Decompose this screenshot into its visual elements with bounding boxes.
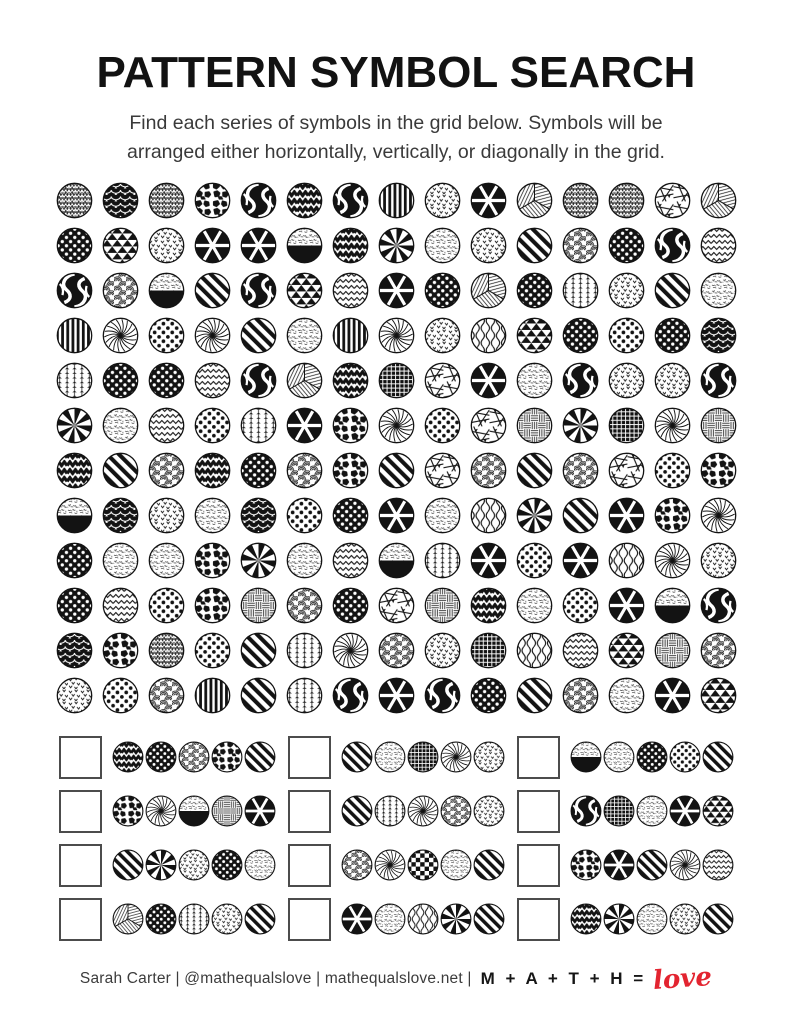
symbol-stripesDiag xyxy=(516,677,553,714)
symbol-barsVertical xyxy=(378,182,415,219)
symbol-stripesDiag xyxy=(240,317,277,354)
symbol-swirl xyxy=(654,227,691,264)
symbol-sticks xyxy=(470,407,507,444)
symbol-giraffe xyxy=(194,182,231,219)
symbol-dotsWhite xyxy=(145,903,177,935)
symbol-ticks xyxy=(608,272,645,309)
clue-symbols xyxy=(570,849,734,881)
symbol-dotsWhite xyxy=(608,227,645,264)
clue-checkbox[interactable] xyxy=(517,736,560,779)
clue-symbols xyxy=(341,795,505,827)
symbol-dotsBlack xyxy=(148,317,185,354)
symbol-ticks xyxy=(148,227,185,264)
symbol-swirl xyxy=(240,272,277,309)
symbol-swirl xyxy=(570,795,602,827)
symbol-arcs xyxy=(562,452,599,489)
symbol-swirl xyxy=(700,362,737,399)
symbol-triStar xyxy=(470,542,507,579)
symbol-sunburst xyxy=(145,849,177,881)
symbol-stripesDiag xyxy=(102,452,139,489)
footer xyxy=(0,961,792,996)
symbol-noise xyxy=(102,407,139,444)
symbol-dotsBlack xyxy=(669,741,701,773)
symbol-halfBlack xyxy=(286,227,323,264)
symbol-arcs xyxy=(102,272,139,309)
symbol-halfBlack xyxy=(178,795,210,827)
page-title: PATTERN SYMBOL SEARCH xyxy=(96,48,696,97)
symbol-arcs xyxy=(148,452,185,489)
symbol-sticks xyxy=(608,452,645,489)
symbol-dotsWhite xyxy=(332,587,369,624)
symbol-ticks xyxy=(470,227,507,264)
symbol-giraffe xyxy=(332,407,369,444)
symbol-chevronBold xyxy=(332,227,369,264)
symbol-triStar xyxy=(378,677,415,714)
instructions-line-1: Find each series of symbols in the grid below. Symbols will be xyxy=(129,112,663,135)
clue-symbols xyxy=(112,849,276,881)
symbol-scales xyxy=(56,632,93,669)
symbol-waves xyxy=(470,317,507,354)
symbol-plaid xyxy=(700,407,737,444)
symbol-sticks xyxy=(424,452,461,489)
symbol-noise xyxy=(516,362,553,399)
symbol-triStar xyxy=(341,903,373,935)
symbol-giraffe xyxy=(112,795,144,827)
symbol-giraffe xyxy=(654,497,691,534)
symbol-chevronOutline xyxy=(148,407,185,444)
clue-symbols xyxy=(570,741,734,773)
symbol-swirl xyxy=(332,182,369,219)
clue-row xyxy=(517,843,734,888)
symbol-ticks xyxy=(700,542,737,579)
symbol-swirl xyxy=(56,272,93,309)
symbol-sunburst xyxy=(240,542,277,579)
symbol-arcs xyxy=(341,849,373,881)
symbol-dotsWhite xyxy=(332,497,369,534)
symbol-chevronOutline xyxy=(702,849,734,881)
symbol-triRows xyxy=(608,632,645,669)
clue-symbols xyxy=(570,903,734,935)
symbol-noise xyxy=(244,849,276,881)
symbol-pieLines xyxy=(112,903,144,935)
symbol-vine xyxy=(424,542,461,579)
symbol-grid xyxy=(51,178,741,718)
symbol-dotsWhite xyxy=(240,452,277,489)
symbol-waves xyxy=(470,497,507,534)
symbol-dotsBlack xyxy=(654,452,691,489)
symbol-arcs xyxy=(470,452,507,489)
clue-row xyxy=(59,843,276,888)
clue-checkbox[interactable] xyxy=(517,790,560,833)
symbol-triStar xyxy=(470,182,507,219)
clue-checkbox[interactable] xyxy=(288,790,331,833)
clue-row xyxy=(59,789,276,834)
symbol-triStar xyxy=(378,497,415,534)
symbol-stripesDiag xyxy=(341,795,373,827)
symbol-noise xyxy=(700,272,737,309)
symbol-giraffe xyxy=(211,741,243,773)
symbol-stripesDiag xyxy=(654,272,691,309)
symbol-ticks xyxy=(654,362,691,399)
symbol-pinwheel xyxy=(378,407,415,444)
symbol-barsVertical xyxy=(56,317,93,354)
symbol-dotsBlack xyxy=(516,542,553,579)
clue-checkbox[interactable] xyxy=(517,898,560,941)
symbol-triRows xyxy=(516,317,553,354)
symbol-gridDense xyxy=(608,407,645,444)
symbol-chevronOutline xyxy=(700,227,737,264)
symbol-noise xyxy=(516,587,553,624)
symbol-honeycomb xyxy=(562,182,599,219)
clue-symbols xyxy=(112,741,276,773)
symbol-chevronBold xyxy=(56,452,93,489)
symbol-gridDense xyxy=(407,741,439,773)
symbol-ticks xyxy=(211,903,243,935)
symbol-waves xyxy=(516,632,553,669)
symbol-triRows xyxy=(700,677,737,714)
clue-row xyxy=(59,897,276,942)
symbol-stripesDiag xyxy=(473,849,505,881)
symbol-stripesDiag xyxy=(240,677,277,714)
symbol-giraffe xyxy=(194,542,231,579)
symbol-pinwheel xyxy=(654,542,691,579)
symbol-dotsBlack xyxy=(194,632,231,669)
clue-row xyxy=(288,735,505,780)
symbol-ticks xyxy=(424,317,461,354)
symbol-pinwheel xyxy=(102,317,139,354)
symbol-dotsWhite xyxy=(148,362,185,399)
symbol-scales xyxy=(102,497,139,534)
symbol-noise xyxy=(286,542,323,579)
symbol-ticks xyxy=(608,362,645,399)
symbol-triStar xyxy=(669,795,701,827)
symbol-noise xyxy=(424,497,461,534)
clue-checkbox[interactable] xyxy=(288,898,331,941)
symbol-stripesDiag xyxy=(244,741,276,773)
symbol-stripesDiag xyxy=(378,452,415,489)
symbol-triStar xyxy=(240,227,277,264)
symbol-ticks xyxy=(669,903,701,935)
symbol-noise xyxy=(424,227,461,264)
symbol-dotsWhite xyxy=(636,741,668,773)
symbol-dotsWhite xyxy=(102,362,139,399)
symbol-sunburst xyxy=(562,407,599,444)
instructions xyxy=(0,109,792,168)
footer-love-script: love xyxy=(652,961,714,996)
symbol-dotsWhite xyxy=(211,849,243,881)
symbol-chevronOutline xyxy=(332,272,369,309)
symbol-stripesDiag xyxy=(112,849,144,881)
symbol-triStar xyxy=(470,362,507,399)
symbol-stripesDiag xyxy=(516,227,553,264)
clue-column xyxy=(59,735,276,942)
clue-row xyxy=(517,735,734,780)
clue-symbols xyxy=(341,849,505,881)
symbol-plaid xyxy=(211,795,243,827)
symbol-ticks xyxy=(148,497,185,534)
symbol-triStar xyxy=(608,587,645,624)
clue-symbols xyxy=(341,741,505,773)
symbol-pieLines xyxy=(286,362,323,399)
symbol-arcs xyxy=(700,632,737,669)
symbol-triStar xyxy=(562,542,599,579)
symbol-arcs xyxy=(562,227,599,264)
symbol-sticks xyxy=(654,182,691,219)
symbol-pieLines xyxy=(516,182,553,219)
symbol-arcs xyxy=(286,587,323,624)
symbol-giraffe xyxy=(332,452,369,489)
symbol-pinwheel xyxy=(440,741,472,773)
symbol-vine xyxy=(178,903,210,935)
clue-symbols xyxy=(112,795,276,827)
symbol-swirl xyxy=(700,587,737,624)
symbol-sticks xyxy=(424,362,461,399)
symbol-halfBlack xyxy=(148,272,185,309)
symbol-gridDense xyxy=(378,362,415,399)
symbol-pinwheel xyxy=(669,849,701,881)
symbol-honeycomb xyxy=(148,182,185,219)
symbol-triStar xyxy=(603,849,635,881)
symbol-sunburst xyxy=(516,497,553,534)
symbol-dotsWhite xyxy=(56,542,93,579)
symbol-plaid xyxy=(516,407,553,444)
symbol-vine xyxy=(240,407,277,444)
symbol-pinwheel xyxy=(145,795,177,827)
clue-checkbox[interactable] xyxy=(59,844,102,887)
symbol-swirl xyxy=(240,182,277,219)
symbol-stripesDiag xyxy=(473,903,505,935)
symbol-halfBlack xyxy=(570,741,602,773)
symbol-halfBlack xyxy=(56,497,93,534)
symbol-stripesDiag xyxy=(636,849,668,881)
symbol-pinwheel xyxy=(700,497,737,534)
symbol-pinwheel xyxy=(332,632,369,669)
symbol-dotsWhite xyxy=(145,741,177,773)
symbol-ticks xyxy=(424,632,461,669)
symbol-triStar xyxy=(654,677,691,714)
symbol-ticks xyxy=(473,741,505,773)
symbol-chevronBold xyxy=(194,452,231,489)
symbol-noise xyxy=(636,903,668,935)
symbol-vine xyxy=(562,272,599,309)
clue-column xyxy=(517,735,734,942)
clue-list xyxy=(0,735,792,942)
symbol-noise xyxy=(440,849,472,881)
symbol-stripesDiag xyxy=(516,452,553,489)
symbol-giraffe xyxy=(194,587,231,624)
symbol-gridDense xyxy=(470,632,507,669)
symbol-barsVertical xyxy=(194,677,231,714)
clue-row xyxy=(288,789,505,834)
footer-equation: M + A + T + H = xyxy=(480,968,647,988)
symbol-triStar xyxy=(286,407,323,444)
symbol-noise xyxy=(636,795,668,827)
clue-row xyxy=(288,897,505,942)
symbol-stripesDiag xyxy=(702,903,734,935)
symbol-giraffe xyxy=(700,452,737,489)
symbol-pieLines xyxy=(700,182,737,219)
symbol-triRows xyxy=(702,795,734,827)
symbol-dotsWhite xyxy=(424,272,461,309)
symbol-stripesDiag xyxy=(341,741,373,773)
symbol-chevronOutline xyxy=(332,542,369,579)
symbol-arcs xyxy=(378,632,415,669)
symbol-giraffe xyxy=(570,849,602,881)
clue-row xyxy=(517,897,734,942)
symbol-sticks xyxy=(378,587,415,624)
symbol-chevronOutline xyxy=(102,587,139,624)
symbol-dotsBlack xyxy=(194,407,231,444)
symbol-dotsWhite xyxy=(654,317,691,354)
symbol-stripesDiag xyxy=(562,497,599,534)
clue-symbols xyxy=(570,795,734,827)
symbol-waves xyxy=(407,903,439,935)
clue-checkbox[interactable] xyxy=(517,844,560,887)
symbol-pinwheel xyxy=(378,317,415,354)
symbol-checker xyxy=(407,849,439,881)
symbol-barsVertical xyxy=(332,317,369,354)
symbol-halfBlack xyxy=(378,542,415,579)
symbol-chevronBold xyxy=(286,182,323,219)
symbol-dotsWhite xyxy=(56,227,93,264)
symbol-ticks xyxy=(56,677,93,714)
symbol-chevronBold xyxy=(570,903,602,935)
symbol-chevronOutline xyxy=(194,362,231,399)
clue-row xyxy=(288,843,505,888)
symbol-dotsBlack xyxy=(424,407,461,444)
clue-checkbox[interactable] xyxy=(59,790,102,833)
clue-checkbox[interactable] xyxy=(59,736,102,779)
clue-symbols xyxy=(112,903,276,935)
clue-checkbox[interactable] xyxy=(288,844,331,887)
symbol-dotsWhite xyxy=(56,587,93,624)
symbol-scales xyxy=(102,182,139,219)
symbol-dotsWhite xyxy=(470,677,507,714)
symbol-noise xyxy=(194,497,231,534)
symbol-triRows xyxy=(286,272,323,309)
symbol-plaid xyxy=(654,632,691,669)
symbol-dotsBlack xyxy=(102,677,139,714)
symbol-swirl xyxy=(332,677,369,714)
clue-column xyxy=(288,735,505,942)
symbol-triStar xyxy=(608,497,645,534)
symbol-sunburst xyxy=(378,227,415,264)
symbol-plaid xyxy=(240,587,277,624)
symbol-noise xyxy=(102,542,139,579)
symbol-sunburst xyxy=(56,407,93,444)
symbol-noise xyxy=(374,903,406,935)
clue-checkbox[interactable] xyxy=(59,898,102,941)
symbol-vine xyxy=(56,362,93,399)
symbol-chevronBold xyxy=(332,362,369,399)
symbol-stripesDiag xyxy=(244,903,276,935)
symbol-waves xyxy=(608,542,645,579)
symbol-vine xyxy=(374,795,406,827)
clue-row xyxy=(517,789,734,834)
symbol-chevronBold xyxy=(470,587,507,624)
symbol-pinwheel xyxy=(654,407,691,444)
symbol-ticks xyxy=(178,849,210,881)
symbol-scales xyxy=(240,497,277,534)
symbol-plaid xyxy=(424,587,461,624)
symbol-gridDense xyxy=(603,795,635,827)
symbol-chevronBold xyxy=(112,741,144,773)
symbol-noise xyxy=(374,741,406,773)
clue-row xyxy=(59,735,276,780)
symbol-arcs xyxy=(286,452,323,489)
symbol-triStar xyxy=(244,795,276,827)
symbol-dotsWhite xyxy=(562,317,599,354)
symbol-arcs xyxy=(148,677,185,714)
symbol-stripesDiag xyxy=(240,632,277,669)
symbol-ticks xyxy=(473,795,505,827)
symbol-stripesDiag xyxy=(194,272,231,309)
symbol-pinwheel xyxy=(194,317,231,354)
symbol-vine xyxy=(286,632,323,669)
symbol-honeycomb xyxy=(56,182,93,219)
symbol-stripesDiag xyxy=(702,741,734,773)
clue-symbols xyxy=(341,903,505,935)
symbol-dotsBlack xyxy=(608,317,645,354)
symbol-vine xyxy=(286,677,323,714)
footer-credit: Sarah Carter | @mathequalslove | mathequalslove.net | xyxy=(79,969,472,987)
symbol-noise xyxy=(603,741,635,773)
symbol-honeycomb xyxy=(148,632,185,669)
symbol-dotsWhite xyxy=(516,272,553,309)
symbol-swirl xyxy=(424,677,461,714)
instructions-line-2: arranged either horizontally, vertically, or diagonally in the grid. xyxy=(127,141,665,164)
symbol-honeycomb xyxy=(608,182,645,219)
symbol-arcs xyxy=(440,795,472,827)
symbol-noise xyxy=(286,317,323,354)
symbol-sunburst xyxy=(440,903,472,935)
symbol-scales xyxy=(700,317,737,354)
symbol-sunburst xyxy=(603,903,635,935)
symbol-dotsBlack xyxy=(562,587,599,624)
symbol-halfBlack xyxy=(654,587,691,624)
symbol-swirl xyxy=(240,362,277,399)
symbol-ticks xyxy=(424,182,461,219)
symbol-triStar xyxy=(194,227,231,264)
symbol-noise xyxy=(608,677,645,714)
symbol-dotsBlack xyxy=(286,497,323,534)
symbol-triRows xyxy=(102,227,139,264)
symbol-arcs xyxy=(562,677,599,714)
symbol-pinwheel xyxy=(374,849,406,881)
symbol-pieLines xyxy=(470,272,507,309)
clue-checkbox[interactable] xyxy=(288,736,331,779)
symbol-pinwheel xyxy=(407,795,439,827)
symbol-dotsBlack xyxy=(148,587,185,624)
symbol-arcs xyxy=(178,741,210,773)
symbol-giraffe xyxy=(102,632,139,669)
symbol-triStar xyxy=(378,272,415,309)
symbol-noise xyxy=(148,542,185,579)
symbol-swirl xyxy=(562,362,599,399)
symbol-chevronOutline xyxy=(562,632,599,669)
